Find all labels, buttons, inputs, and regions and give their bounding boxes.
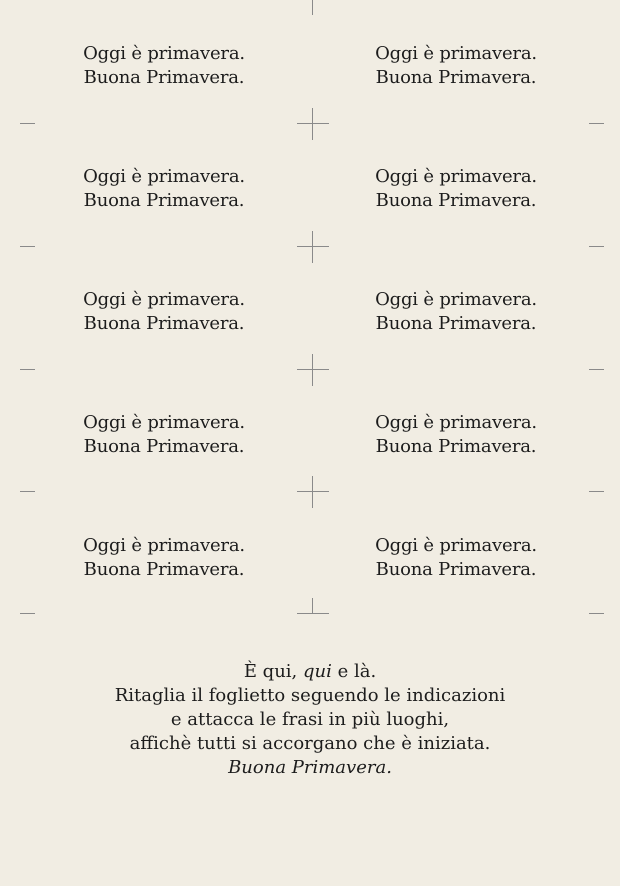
instructions-line-2: Ritaglia il foglietto seguendo le indicazioni [114,685,506,706]
instructions-line-3: e attacca le frasi in più luoghi, [170,709,450,730]
cut-cross-vertical [312,231,313,263]
cut-cross-horizontal [297,369,329,370]
card-6 [336,288,576,336]
card-1 [44,42,284,90]
card-line-1: Oggi è primavera. [375,289,537,310]
cut-cross-horizontal [297,123,329,124]
card-line-1: Oggi è primavera. [83,166,245,187]
cut-mark-left [20,369,35,370]
instructions-line-4: affichè tutti si accorgano che è iniziata. [129,733,491,754]
card-line-1: Oggi è primavera. [83,412,245,433]
cut-cross-vertical [312,354,313,386]
cut-cross-vertical [312,476,313,508]
card-line-1: Oggi è primavera. [375,166,537,187]
card-3 [44,165,284,213]
cut-mark-right [589,123,604,124]
card-9 [44,534,284,582]
cut-mark-right [589,246,604,247]
cut-mark-left [20,123,35,124]
card-line-2: Buona Primavera. [375,190,537,211]
card-line-1: Oggi è primavera. [375,535,537,556]
card-line-2: Buona Primavera. [83,67,245,88]
card-10 [336,534,576,582]
cut-mark-right [589,369,604,370]
cut-mark-left [20,491,35,492]
cut-cross-horizontal [297,491,329,492]
card-line-1: Oggi è primavera. [83,535,245,556]
card-line-2: Buona Primavera. [83,559,245,580]
cut-mark-left [20,613,35,614]
card-line-2: Buona Primavera. [375,559,537,580]
card-line-2: Buona Primavera. [375,67,537,88]
instructions-line-1 [0,660,620,684]
card-line-1: Oggi è primavera. [83,43,245,64]
cut-mark-bottom-stem [312,598,313,613]
card-4 [336,165,576,213]
cut-mark-right [589,613,604,614]
card-2 [336,42,576,90]
instructions-line-1-italic: qui [303,661,332,682]
cut-cross-horizontal [297,246,329,247]
card-line-1: Oggi è primavera. [83,289,245,310]
card-line-2: Buona Primavera. [375,313,537,334]
card-line-2: Buona Primavera. [83,436,245,457]
card-line-2: Buona Primavera. [83,190,245,211]
cut-cross-horizontal [297,613,329,614]
cut-cross-vertical [312,108,313,140]
card-line-2: Buona Primavera. [83,313,245,334]
card-8 [336,411,576,459]
cut-mark-left [20,246,35,247]
instructions-line-1-end: e là. [331,661,377,682]
instructions-line-5: Buona Primavera. [228,757,392,778]
card-line-2: Buona Primavera. [375,436,537,457]
cut-mark-top [312,0,313,15]
card-7 [44,411,284,459]
card-line-1: Oggi è primavera. [375,412,537,433]
cut-mark-right [589,491,604,492]
card-5 [44,288,284,336]
instructions-line-1-start: È qui, [243,661,303,682]
instructions [0,660,620,780]
card-line-1: Oggi è primavera. [375,43,537,64]
